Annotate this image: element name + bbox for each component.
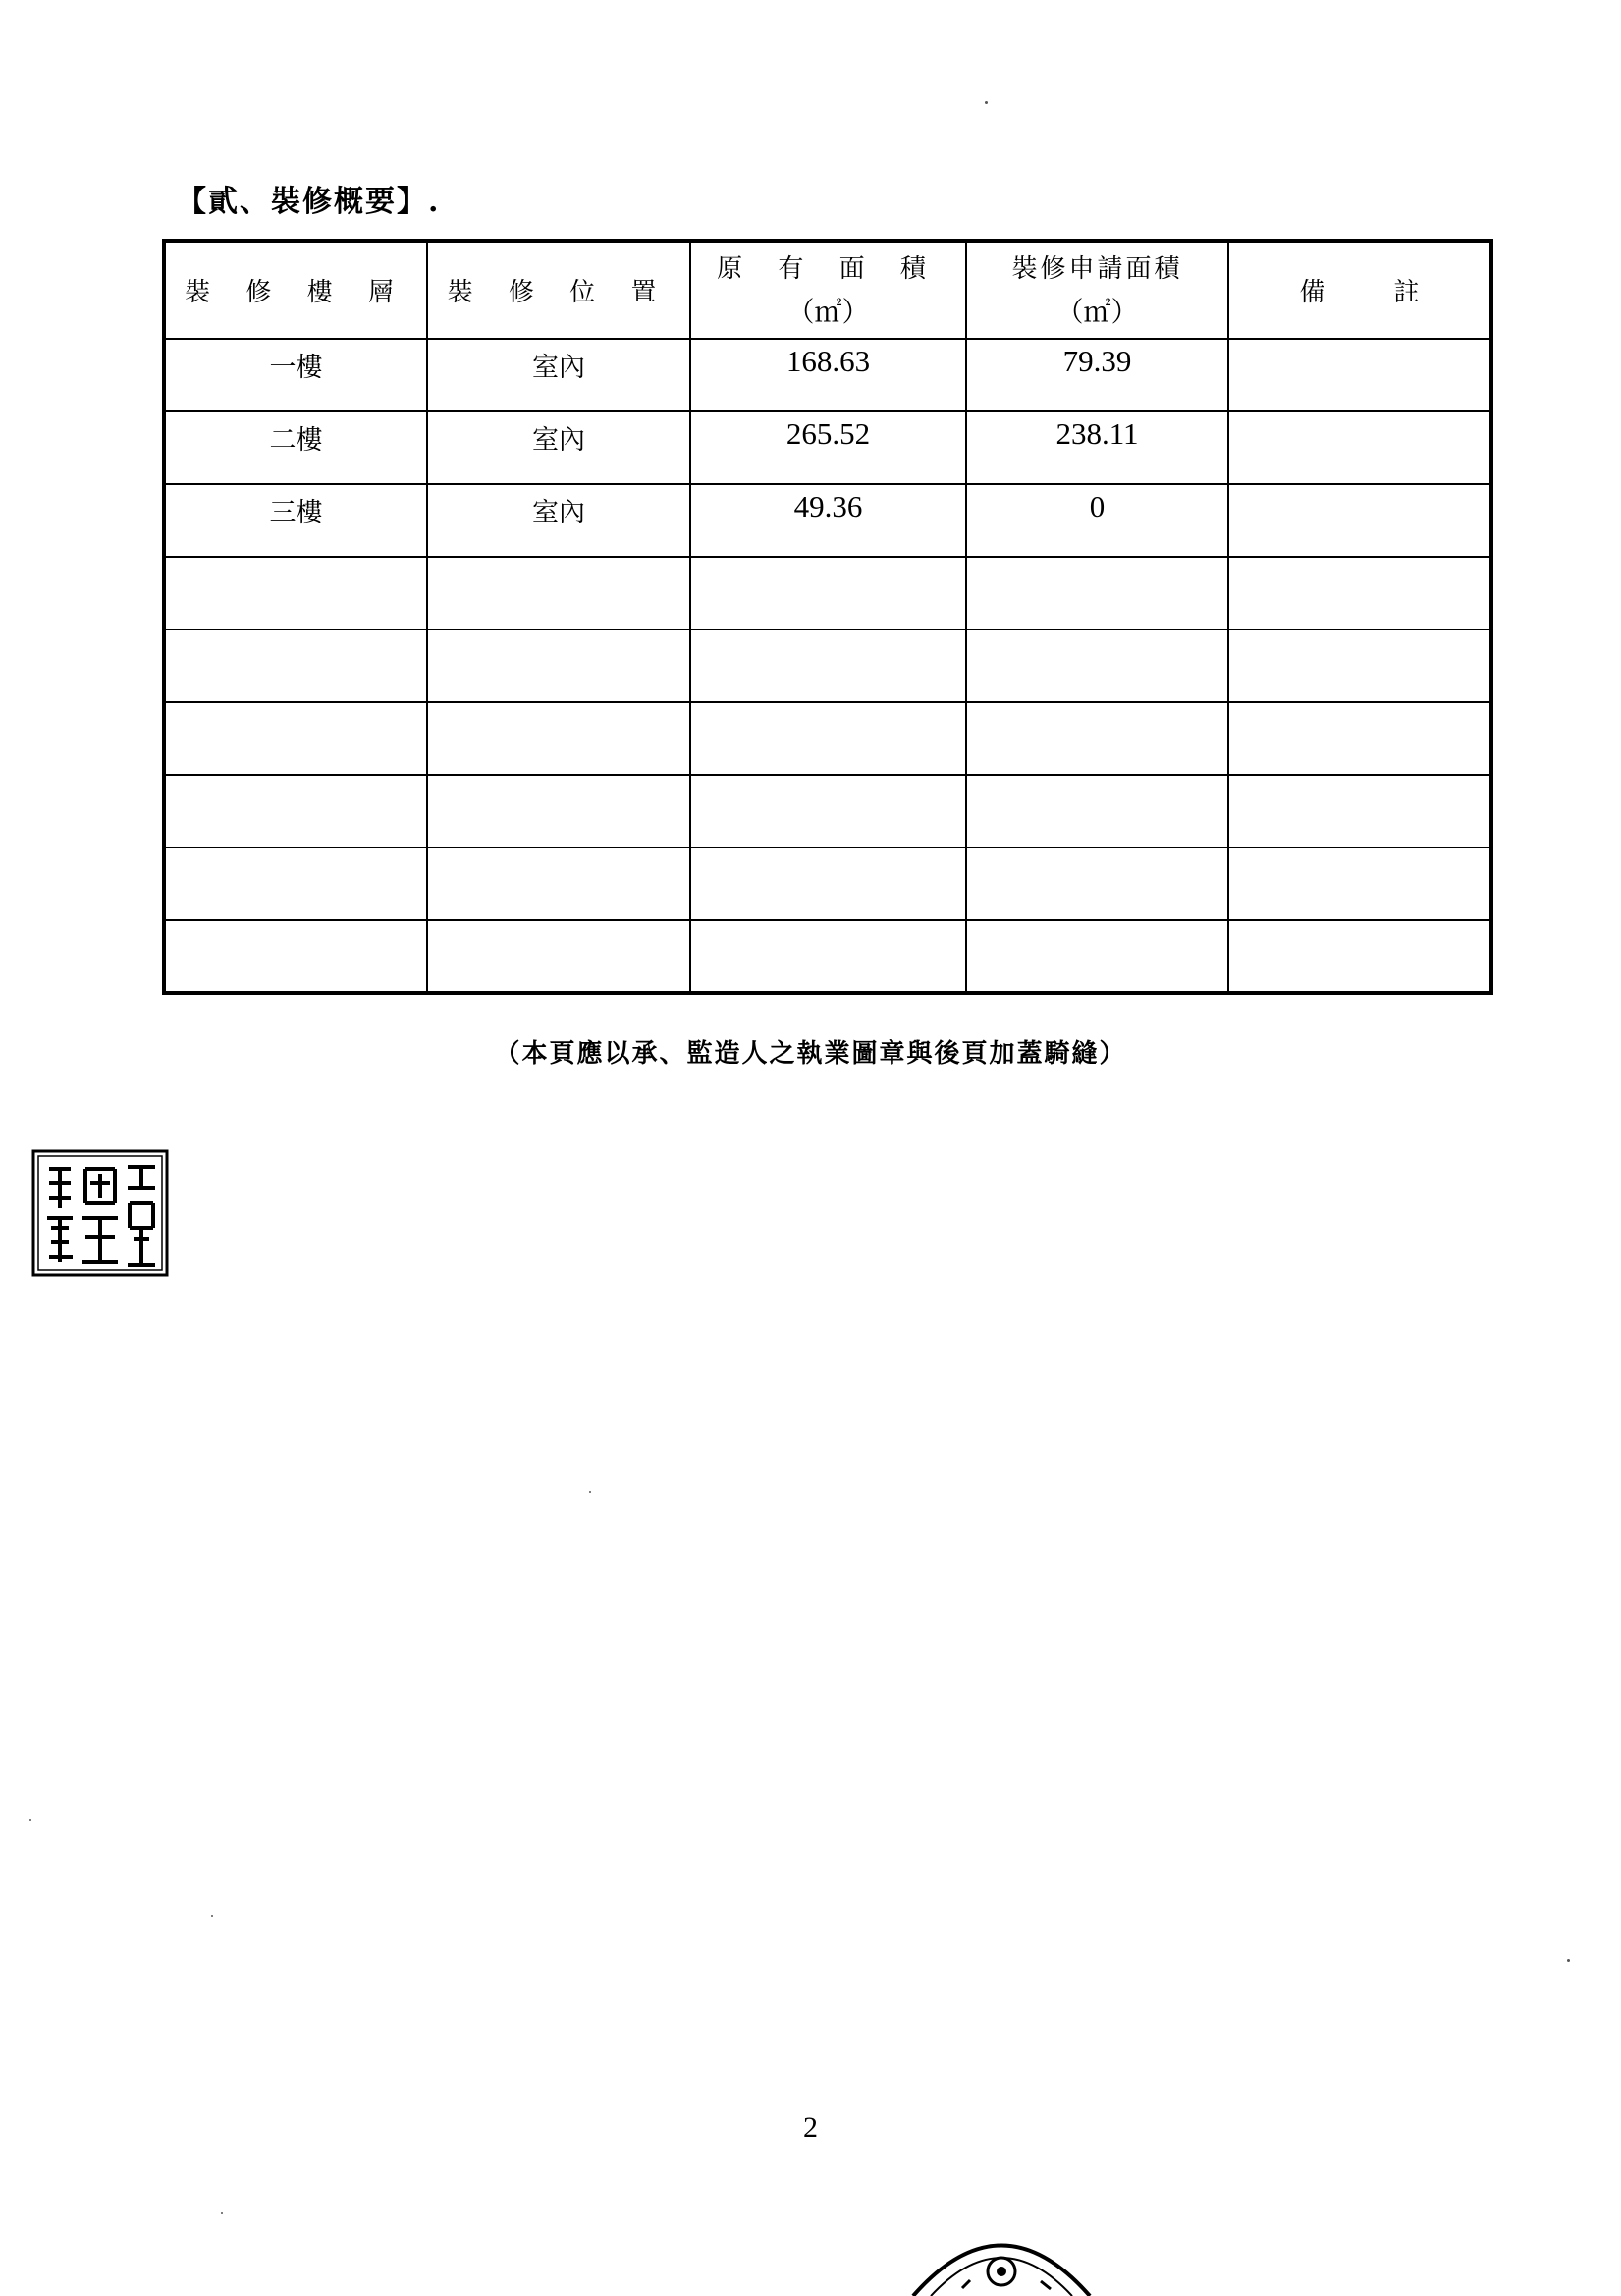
header-remarks-part1: 備 (1299, 278, 1325, 307)
cell-remarks (1228, 847, 1491, 920)
table-header-row (164, 241, 1491, 339)
scan-speck (985, 101, 988, 104)
cell-remarks (1228, 339, 1491, 411)
cell-location: 室內 (427, 411, 690, 484)
cell-floor (164, 920, 427, 993)
cell-original-area: 49.36 (690, 484, 966, 557)
table-row (164, 629, 1491, 702)
cell-original-area: 168.63 (690, 339, 966, 411)
cell-applied-area (966, 775, 1228, 847)
header-floor: 裝 修 樓 層 (164, 241, 427, 339)
cell-floor (164, 775, 427, 847)
cell-original-area (690, 775, 966, 847)
table-row (164, 847, 1491, 920)
cell-applied-area: 238.11 (966, 411, 1228, 484)
table-row (164, 557, 1491, 629)
page-number: 2 (803, 2111, 818, 2144)
cell-floor: 一樓 (164, 339, 427, 411)
table-row (164, 920, 1491, 993)
cell-location: 室內 (427, 484, 690, 557)
header-original-area-label: 原 有 面 積 (717, 253, 940, 284)
renovation-summary-table (162, 239, 1493, 995)
cell-floor (164, 629, 427, 702)
cell-floor (164, 557, 427, 629)
cell-location (427, 702, 690, 775)
table-row (164, 484, 1491, 557)
header-original-area (690, 241, 966, 339)
header-applied-area-label: 裝修申請面積 (1011, 253, 1183, 284)
cell-applied-area: 0 (966, 484, 1228, 557)
cell-location (427, 629, 690, 702)
cell-applied-area (966, 629, 1228, 702)
cell-remarks (1228, 484, 1491, 557)
header-original-area-unit: （㎡） (786, 295, 870, 328)
cell-floor: 三樓 (164, 484, 427, 557)
section-title: 【貳、裝修概要】. (177, 185, 441, 219)
cell-applied-area (966, 920, 1228, 993)
cell-location (427, 775, 690, 847)
cell-applied-area: 79.39 (966, 339, 1228, 411)
cell-floor: 二樓 (164, 411, 427, 484)
header-location: 裝 修 位 置 (427, 241, 690, 339)
official-round-seal-icon (903, 2214, 1100, 2296)
cell-remarks (1228, 557, 1491, 629)
cell-location (427, 920, 690, 993)
cell-remarks (1228, 411, 1491, 484)
scan-speck (589, 1491, 591, 1493)
cell-original-area (690, 920, 966, 993)
cell-remarks (1228, 775, 1491, 847)
table-row (164, 775, 1491, 847)
cell-remarks (1228, 702, 1491, 775)
cell-location (427, 557, 690, 629)
cell-original-area (690, 847, 966, 920)
scan-speck (29, 1819, 31, 1821)
cell-original-area (690, 629, 966, 702)
cell-original-area: 265.52 (690, 411, 966, 484)
table-row (164, 339, 1491, 411)
cell-remarks (1228, 920, 1491, 993)
table-row (164, 411, 1491, 484)
header-remarks (1228, 241, 1491, 339)
cell-applied-area (966, 557, 1228, 629)
cell-applied-area (966, 702, 1228, 775)
page-note: （本頁應以承、監造人之執業圖章與後頁加蓋騎縫） (494, 1039, 1127, 1068)
header-applied-area-unit: （㎡） (1055, 295, 1139, 328)
table-body (164, 339, 1491, 993)
architect-seal-icon (31, 1149, 169, 1277)
scan-speck (221, 2212, 223, 2214)
scan-speck (211, 1915, 213, 1917)
table-row (164, 702, 1491, 775)
cell-location (427, 847, 690, 920)
header-remarks-part2: 註 (1393, 278, 1420, 307)
cell-remarks (1228, 629, 1491, 702)
cell-floor (164, 702, 427, 775)
cell-original-area (690, 557, 966, 629)
cell-location: 室內 (427, 339, 690, 411)
cell-applied-area (966, 847, 1228, 920)
cell-original-area (690, 702, 966, 775)
scan-speck (1567, 1959, 1570, 1962)
cell-floor (164, 847, 427, 920)
header-applied-area (966, 241, 1228, 339)
